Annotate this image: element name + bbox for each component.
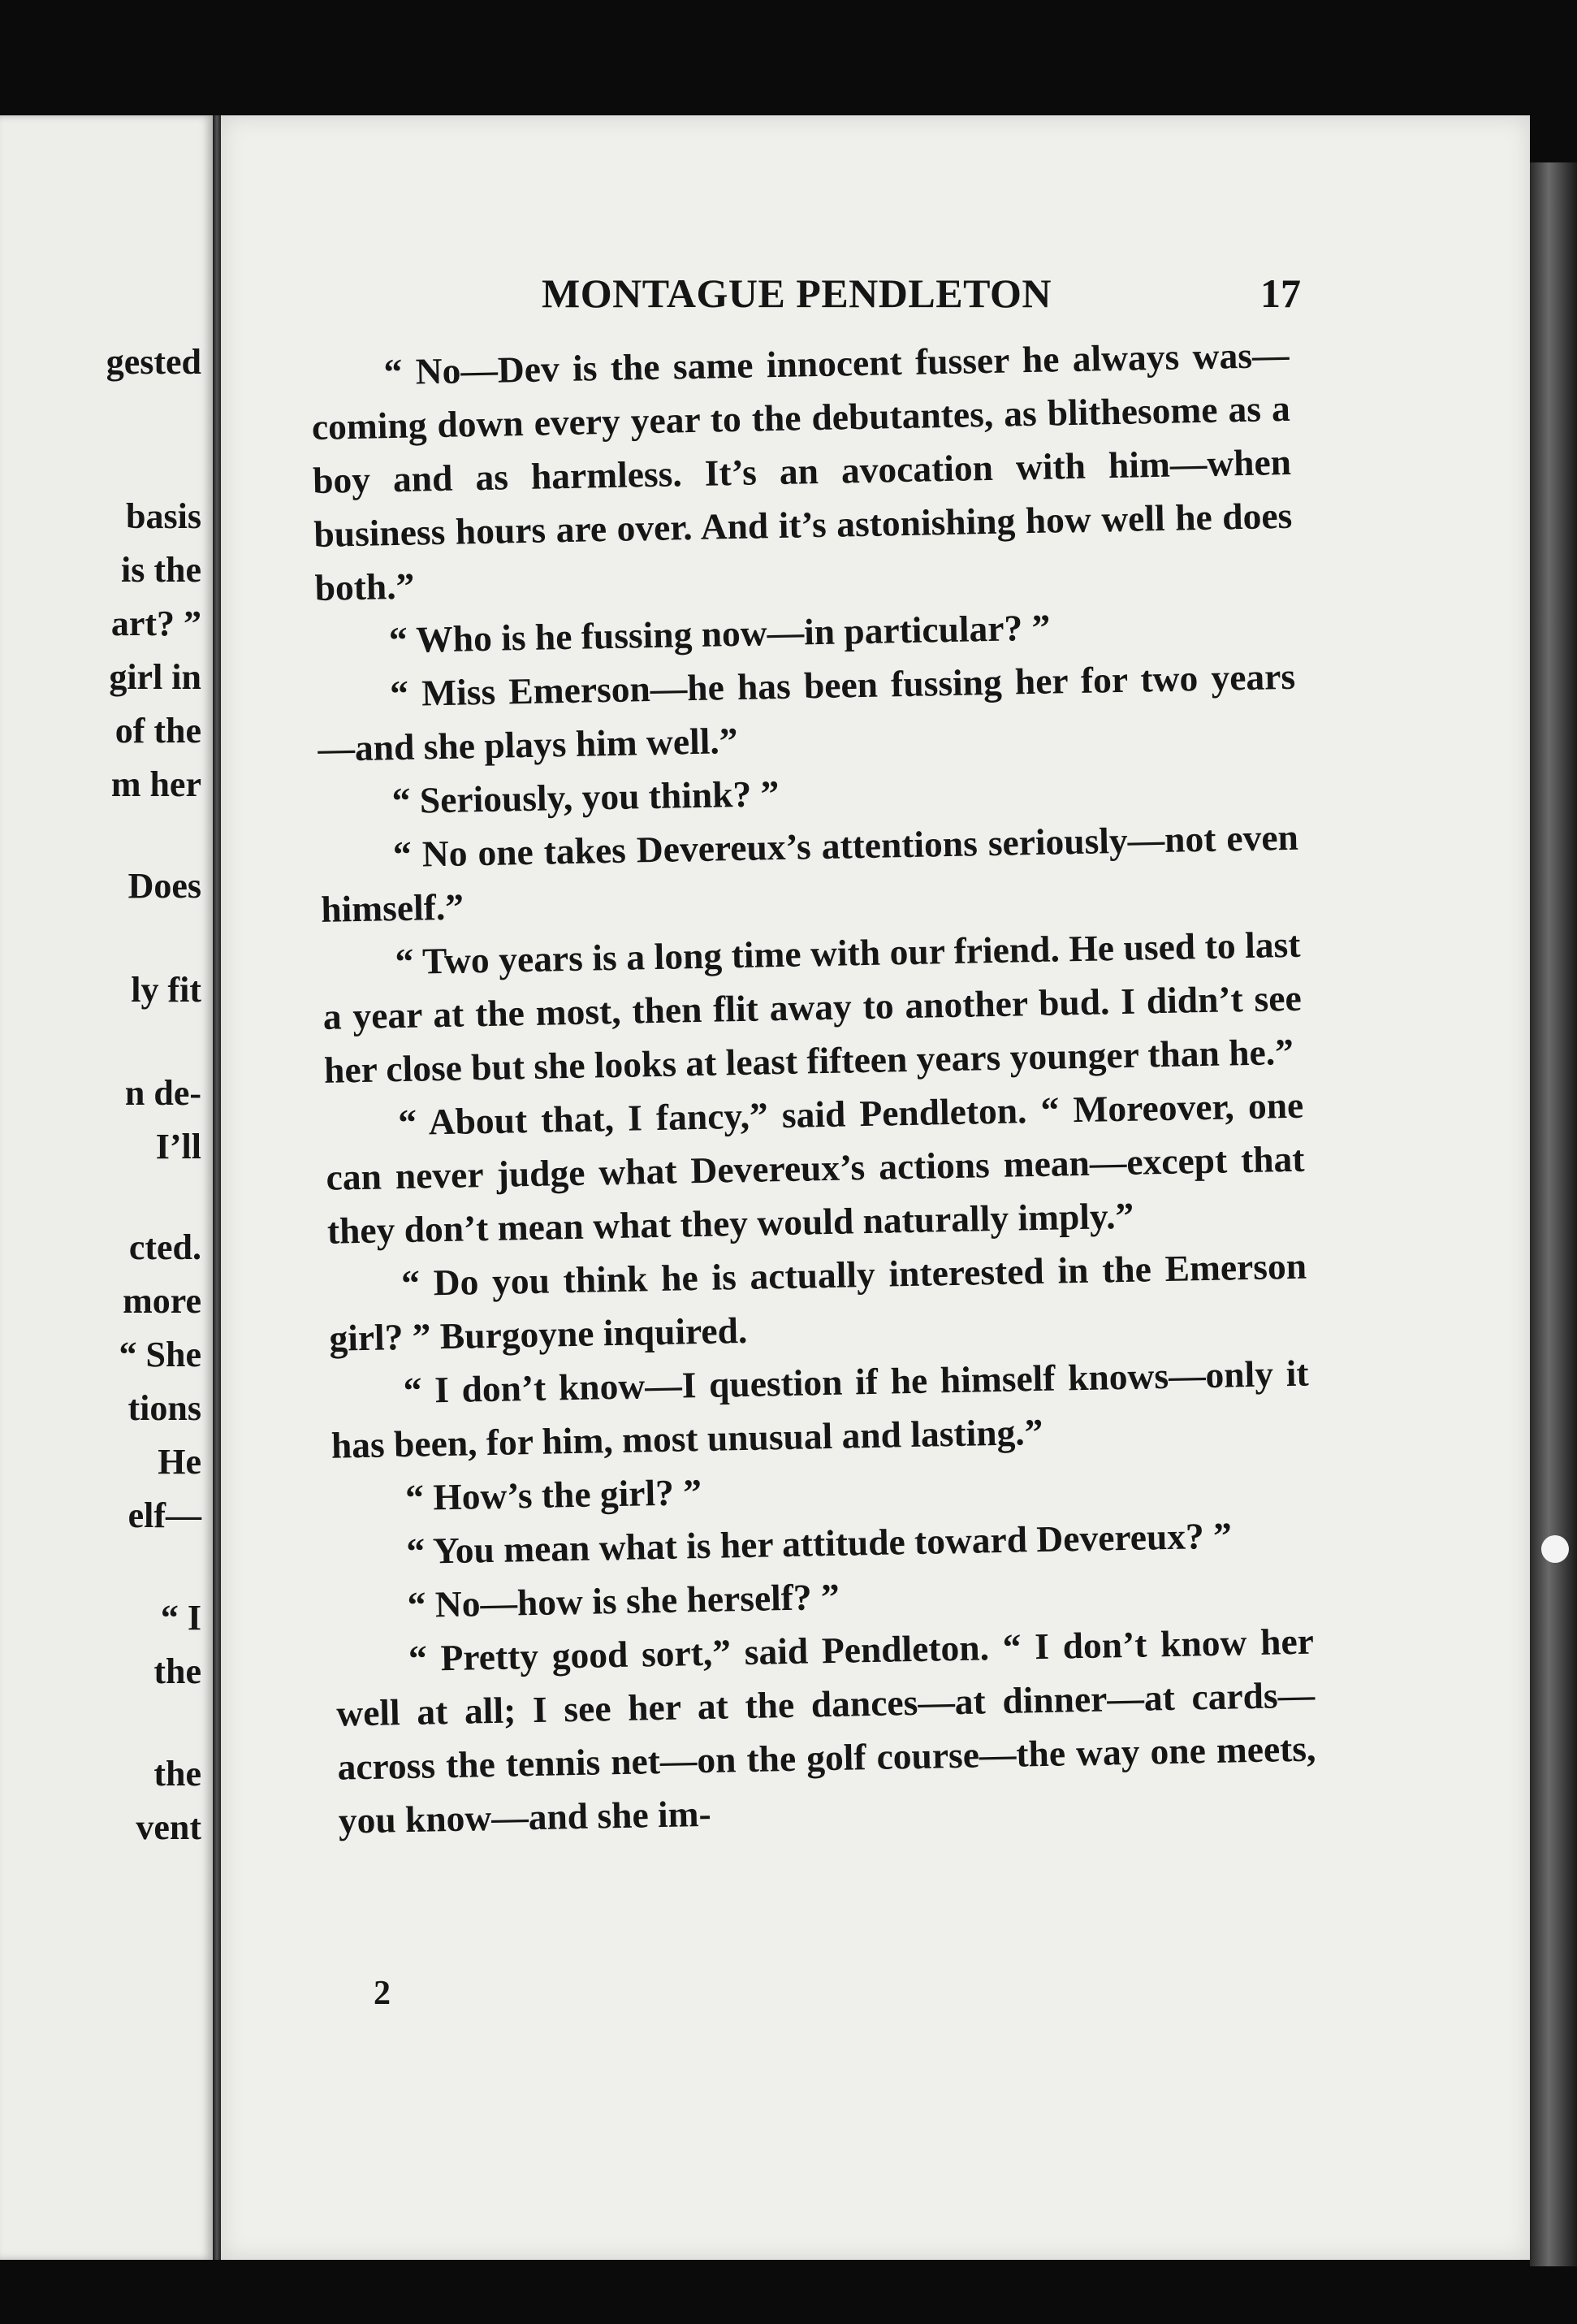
left-page-fragment: “ She	[119, 1335, 201, 1374]
paragraph: “ No—Dev is the same innocent fusser he always was—coming down every year to the debutantes, as blithesome as a boy and as harmless. It’s an avocation with him—when business hours are over. And it’s astonishing how well he does both.”	[311, 333, 1293, 608]
left-page-fragment: more	[123, 1281, 201, 1321]
left-page	[0, 115, 213, 2260]
left-page-fragment: n de-	[124, 1073, 201, 1113]
body-text	[310, 328, 1317, 1848]
paragraph: “ Do you think he is actually interested in the Emerson girl? ” Burgoyne inquired.	[328, 1244, 1307, 1359]
left-page-fragment: art? ”	[110, 604, 201, 643]
paragraph: “ Pretty good sort,” said Pendleton. “ I don’t know her well at all; I see her at the dances—at dinner—at cards—across the tennis net—on the golf course—the way one meets, you know—and she im-	[335, 1620, 1316, 1841]
signature-mark: 2	[374, 1975, 391, 2012]
left-page-fragment: ly fit	[131, 970, 201, 1010]
left-page-fragment: “ I	[160, 1598, 201, 1638]
left-page-fragment: Does	[127, 866, 201, 906]
scan-speck	[1541, 1535, 1569, 1563]
left-page-fragment: cted.	[128, 1227, 201, 1267]
page-number: 17	[1260, 270, 1301, 316]
left-page-fragment: of the	[114, 711, 201, 751]
paragraph: “ Seriously, you think? ”	[391, 773, 780, 822]
left-page-fragment: He	[158, 1442, 201, 1482]
paragraph: “ About that, I fancy,” said Pendleton. “ Moreover, one can never judge what Devereux’s actions mean—except that they don’t mean what they would naturally imply.”	[326, 1084, 1305, 1252]
book-binding	[213, 115, 221, 2260]
left-page-fragment: girl in	[109, 657, 201, 697]
paragraph: “ Two years is a long time with our friend. He used to last a year at the most, then flit away to another bud. I didn’t see her close but she looks at least fifteen years younger than he.”	[322, 923, 1303, 1091]
left-page-fragment: vent	[136, 1807, 201, 1847]
paragraph: “ How’s the girl? ”	[404, 1471, 702, 1519]
running-head: MONTAGUE PENDLETON	[542, 270, 1052, 316]
left-page-fragment: I’ll	[155, 1127, 201, 1166]
left-page-fragment: elf—	[127, 1495, 201, 1535]
paragraph: “ Miss Emerson—he has been fussing her for two years—and she plays him well.”	[318, 655, 1296, 769]
left-page-fragment: is the	[121, 550, 201, 590]
left-page-fragment: the	[153, 1651, 201, 1691]
paragraph: “ You mean what is her attitude toward Devereux? ”	[405, 1514, 1233, 1572]
paragraph: “ I don’t know—I question if he himself knows—only it has been, for him, most unusual and lasting.”	[331, 1352, 1309, 1466]
left-page-fragment: tions	[127, 1388, 201, 1428]
left-page-fragment: gested	[106, 342, 201, 382]
left-page-fragment: basis	[126, 496, 201, 536]
paragraph: “ No—how is she herself? ”	[407, 1575, 840, 1625]
paragraph: “ No one takes Devereux’s attentions seriously—not even himself.”	[320, 816, 1299, 930]
right-page	[221, 115, 1530, 2260]
page-edge	[1530, 162, 1577, 2266]
paragraph: “ Who is he fussing now—in particular? ”	[388, 606, 1051, 661]
left-page-fragment: m her	[110, 764, 201, 804]
left-page-fragment: the	[153, 1754, 201, 1794]
